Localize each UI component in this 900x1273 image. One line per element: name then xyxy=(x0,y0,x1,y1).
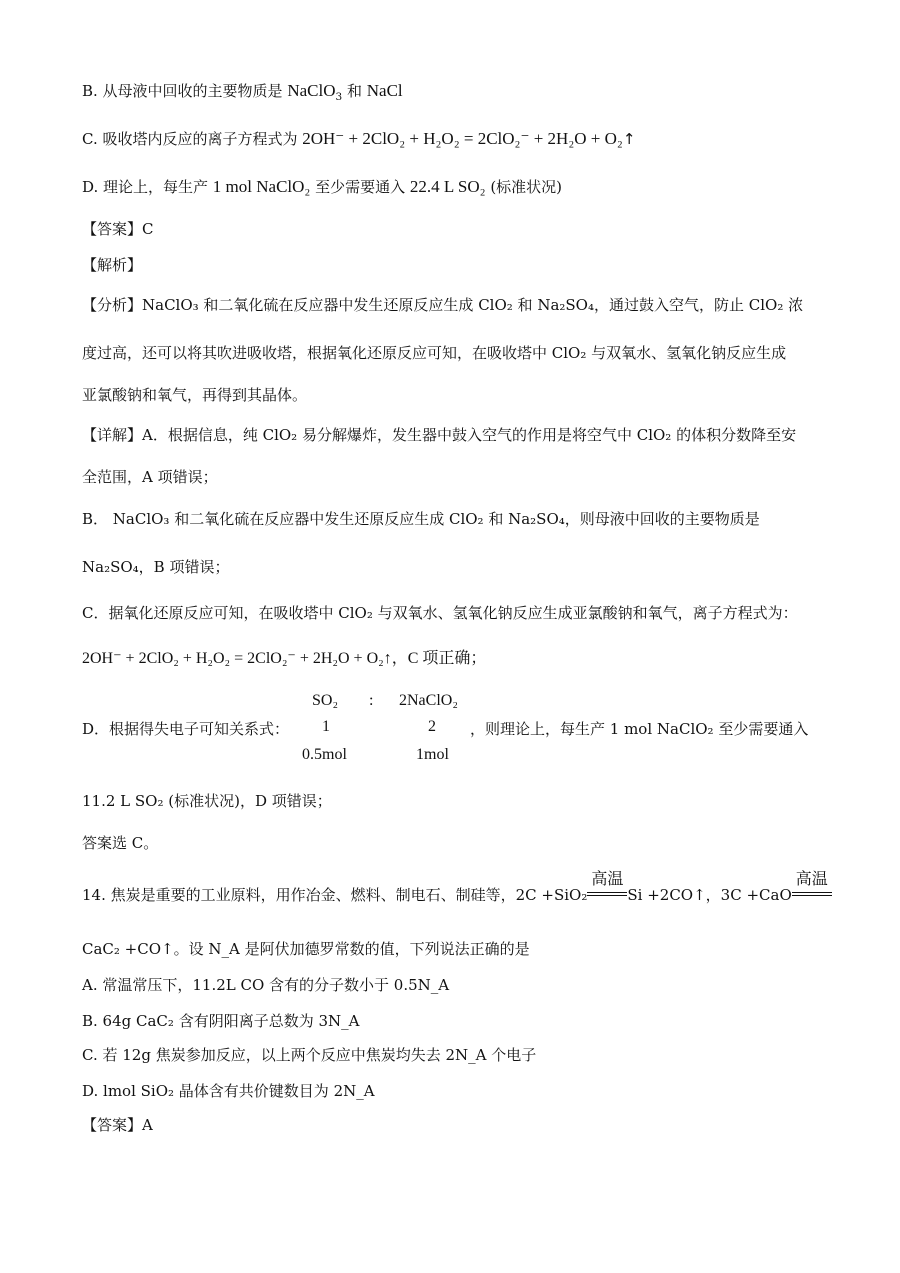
gas-arrow-icon: ↑ xyxy=(622,130,636,148)
analysis-line-2: 度过高，还可以将其吹进吸收塔，根据氧化还原反应可知，在吸收塔中 ClO₂ 与双氧水、氢氧化钠反应生成 xyxy=(82,344,787,362)
formula-nacl: NaCl xyxy=(366,81,403,100)
q14-stem-part-1: 14. 焦炭是重要的工业原料，用作冶金、燃料、制电石、制硅等，2C +SiO₂ xyxy=(82,886,588,904)
detail-d-suffix: ，则理论上，每生产 1 mol NaClO₂ 至少需要通入 xyxy=(470,720,809,738)
subscript: 3 xyxy=(335,91,343,103)
relation-mol-2: 1mol xyxy=(416,746,449,763)
detail-b-line-1: B． NaClO₃ 和二氧化硫在反应器中发生还原反应生成 ClO₂ 和 Na₂SO₄，则母液中回收的主要物质是 xyxy=(82,510,760,528)
q14-option-b: B. 64g CaC₂ 含有阴阳离子总数为 3N_A xyxy=(82,1012,360,1030)
relation-so2: SO₂ xyxy=(312,692,339,709)
q14-option-a: A. 常温常压下，11.2L CO 含有的分子数小于 0.5N_A xyxy=(82,976,450,994)
condition-text-2: 高温 xyxy=(795,869,828,888)
option-d-mid: 至少需要通入 xyxy=(310,178,410,196)
q14-option-c: C. 若 12g 焦炭参加反应，以上两个反应中焦炭均失去 2N_A 个电子 xyxy=(82,1046,537,1064)
option-b xyxy=(82,80,403,108)
option-b-text: B. 从母液中回收的主要物质是 xyxy=(82,82,288,100)
analysis-line-3: 亚氯酸钠和氧气，再得到其晶体。 xyxy=(82,386,308,404)
ionic-equation: 2OH⁻ + 2ClO₂ + H₂O₂ = 2ClO₂⁻ + 2H₂O + O₂ xyxy=(302,129,623,148)
q14-option-d: D. lmol SiO₂ 晶体含有共价键数目为 2N_A xyxy=(82,1082,375,1100)
detail-d-prefix: D．根据得失电子可知关系式： xyxy=(82,720,290,738)
detail-c-line-2: 2OH⁻ + 2ClO₂ + H₂O₂ = 2ClO₂⁻ + 2H₂O + O₂↑，C 项正确； xyxy=(82,650,487,667)
option-d-text: D. 理论上，每生产 xyxy=(82,178,213,196)
analysis-header: 【解析】 xyxy=(82,256,143,274)
detail-a-line-2: 全范围，A 项错误； xyxy=(82,468,218,486)
q14-stem-part-2: Si +2CO↑，3C +CaO xyxy=(627,886,792,904)
quantity-naclo2: 1 mol NaClO₂ xyxy=(212,177,311,196)
q14-stem-line-2: CaC₂ +CO↑。设 N_A 是阿伏加德罗常数的值，下列说法正确的是 xyxy=(82,940,530,958)
analysis-line-1: 【分析】NaClO₃ 和二氧化硫在反应器中发生还原反应生成 ClO₂ 和 Na₂SO₄，通过鼓入空气，防止 ClO₂ 浓 xyxy=(82,296,804,314)
condition-high-temp-1 xyxy=(587,869,627,900)
q14-stem-line-1 xyxy=(82,869,832,906)
option-c xyxy=(82,128,635,150)
relation-naclo2: 2NaClO₂ xyxy=(399,692,458,709)
detail-a-line-1: 【详解】A．根据信息，纯 ClO₂ 易分解爆炸，发生器中鼓入空气的作用是将空气中 ClO₂ 的体积分数降至安 xyxy=(82,426,797,444)
formula-naclo3: NaClO xyxy=(287,81,336,100)
detail-b-line-2: Na₂SO₄，B 项错误； xyxy=(82,558,230,576)
quantity-so2: 22.4 L SO₂ xyxy=(409,177,486,196)
option-d xyxy=(82,176,562,198)
condition-high-temp-2 xyxy=(792,869,832,900)
condition-text-1: 高温 xyxy=(591,869,624,888)
relation-mol-1: 0.5mol xyxy=(302,746,347,763)
final-answer: 答案选 C。 xyxy=(82,834,159,852)
equals-bar-1 xyxy=(587,892,627,896)
connector: 和 xyxy=(342,82,367,100)
relation-colon: : xyxy=(369,692,374,709)
q13-answer: 【答案】C xyxy=(82,220,154,238)
relation-coef-2: 2 xyxy=(428,718,436,735)
q14-answer: 【答案】A xyxy=(82,1116,153,1134)
detail-d-line-2: 11.2 L SO₂ (标准状况)，D 项错误； xyxy=(82,792,332,810)
option-d-suffix: (标准状况) xyxy=(485,178,563,196)
option-c-text: C. 吸收塔内反应的离子方程式为 xyxy=(82,130,303,148)
detail-c-line-1: C．据氧化还原反应可知，在吸收塔中 ClO₂ 与双氧水、氢氧化钠反应生成亚氯酸钠和氧气，离子方程式为： xyxy=(82,604,798,622)
relation-coef-1: 1 xyxy=(322,718,330,735)
equals-bar-2 xyxy=(792,892,832,896)
